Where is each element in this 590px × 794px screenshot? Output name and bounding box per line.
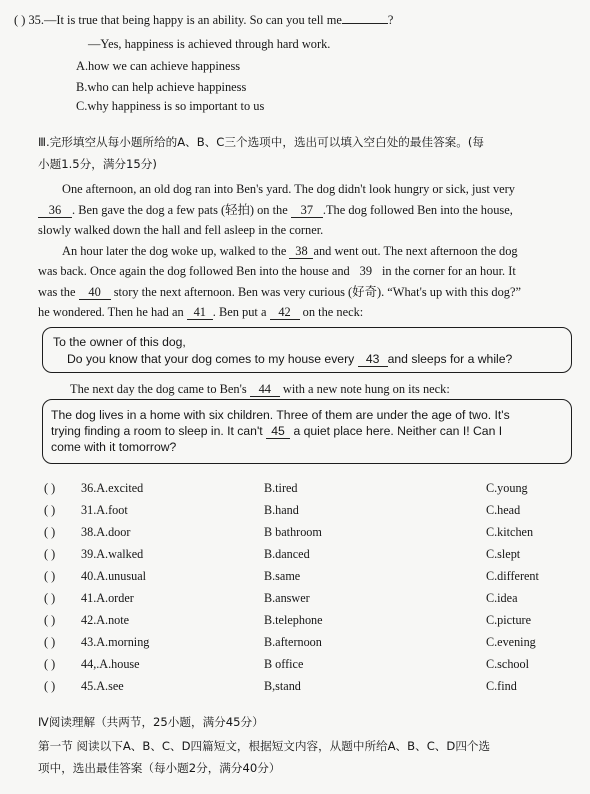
choice-a: 40.A.unusual: [81, 569, 146, 583]
section-4-heading: Ⅳ阅读理解（共两节，25小题，满分45分）: [38, 715, 264, 729]
choice-c: C.head: [486, 503, 521, 517]
question-35: [14, 12, 393, 28]
choice-b: B.same: [264, 569, 301, 583]
choice-b: B.hand: [264, 503, 299, 517]
choice-a: 38.A.door: [81, 525, 131, 539]
blank-41: 41: [187, 306, 213, 320]
choice-a: 36.A.excited: [81, 481, 144, 495]
choice-c: C.different: [486, 569, 539, 583]
choice-c: C.find: [486, 679, 517, 693]
question-35-reply: —Yes, happiness is achieved through hard work.: [88, 37, 331, 51]
passage-line: slowly walked down the hall and fell asleep in the corner.: [38, 223, 324, 237]
question-mark: ?: [387, 13, 394, 27]
passage-line: One afternoon, an old dog ran into Ben's yard. The dog didn't look hungry or sick, just very: [62, 182, 515, 196]
section-4-instructions-cont: 项中，选出最佳答案（每小题2分，满分40分）: [38, 761, 281, 775]
blank-43: 43: [358, 353, 388, 367]
choice-a: 31.A.foot: [81, 503, 128, 517]
answer-bracket: ( ): [44, 635, 56, 649]
choice-c: C.young: [486, 481, 528, 495]
passage-line: he wondered. Then he had an 41 . Ben put a 42 on the neck:: [38, 305, 364, 319]
choice-c: C.picture: [486, 613, 532, 627]
answer-bracket: ( ): [44, 503, 56, 517]
choice-b: B.telephone: [264, 613, 323, 627]
option-c: C.why happiness is so important to us: [76, 99, 265, 113]
answer-bracket: ( ): [44, 591, 56, 605]
blank-38: 38: [289, 245, 313, 259]
choice-b: B.tired: [264, 481, 298, 495]
choice-b: B.answer: [264, 591, 310, 605]
choice-c: C.kitchen: [486, 525, 534, 539]
answer-bracket: ( ): [44, 481, 56, 495]
note-line: The dog lives in a home with six children. Three of them are under the age of two. It's: [51, 408, 510, 422]
note-box-2: [42, 399, 572, 464]
answer-bracket: ( ): [44, 569, 56, 583]
answer-blank: [342, 23, 388, 24]
answer-bracket: ( ): [14, 13, 26, 27]
choice-a: 39.A.walked: [81, 547, 144, 561]
answer-bracket: ( ): [44, 613, 56, 627]
choice-a: 42.A.note: [81, 613, 130, 627]
passage-line: was back. Once again the dog followed Ben into the house and 39 in the corner for an hour. It: [38, 264, 516, 278]
question-stem: 35.—It is true that being happy is an ability. So can you tell me: [28, 13, 342, 27]
choice-c: C.evening: [486, 635, 536, 649]
answer-bracket: ( ): [44, 525, 56, 539]
choice-b: B.afternoon: [264, 635, 322, 649]
option-a: A.how we can achieve happiness: [76, 59, 241, 73]
choice-a: 41.A.order: [81, 591, 134, 605]
choice-b: B,stand: [264, 679, 301, 693]
blank-39: 39: [359, 264, 373, 278]
blank-36: 36: [38, 204, 72, 218]
section-3-heading-cont: 小题1.5分，满分15分): [38, 157, 157, 171]
blank-37: 37: [291, 204, 323, 218]
passage-line: The next day the dog came to Ben's 44 with a new note hung on its neck:: [70, 382, 450, 396]
passage-line: 36 . Ben gave the dog a few pats (轻拍) on the 37 .The dog followed Ben into the house,: [38, 202, 513, 218]
option-b: B.who can help achieve happiness: [76, 80, 247, 94]
passage-line: An hour later the dog woke up, walked to the 38 and went out. The next afternoon the dog: [62, 244, 518, 258]
choice-a: 44,.A.house: [81, 657, 140, 671]
blank-45: 45: [266, 425, 290, 439]
note-line: trying finding a room to sleep in. It can't 45 a quiet place here. Neither can I! Can I: [51, 424, 503, 438]
section-3-heading: Ⅲ.完形填空从每小题所给的A、B、C三个选项中，选出可以填入空白处的最佳答案。(每: [38, 135, 484, 149]
answer-bracket: ( ): [44, 657, 56, 671]
section-4-instructions: 第一节 阅读以下A、B、C、D四篇短文，根据短文内容，从题中所给A、B、C、D四个选: [38, 739, 491, 753]
choice-c: C.slept: [486, 547, 521, 561]
choice-b: B bathroom: [264, 525, 322, 539]
choice-c: C.idea: [486, 591, 518, 605]
choice-b: B office: [264, 657, 304, 671]
blank-44: 44: [250, 383, 280, 397]
passage-line: was the 40 story the next afternoon. Ben was very curious (好奇). “What's up with this dog?”: [38, 285, 521, 299]
choice-b: B.danced: [264, 547, 310, 561]
note-line: To the owner of this dog,: [53, 335, 186, 349]
note-line: come with it tomorrow?: [51, 440, 177, 454]
choice-c: C.school: [486, 657, 529, 671]
blank-40: 40: [79, 286, 111, 300]
note-line: Do you know that your dog comes to my house every 43 and sleeps for a while?: [67, 352, 513, 366]
answer-bracket: ( ): [44, 547, 56, 561]
blank-42: 42: [270, 306, 300, 320]
choice-a: 43.A.morning: [81, 635, 150, 649]
choice-a: 45.A.see: [81, 679, 124, 693]
note-box-1: [42, 327, 572, 373]
answer-bracket: ( ): [44, 679, 56, 693]
